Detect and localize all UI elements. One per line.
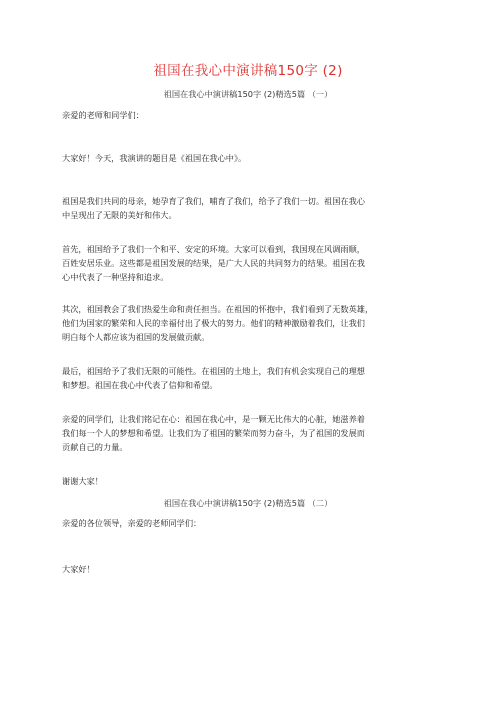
body-line: 他们为国家的繁荣和人民的幸福付出了极大的努力。他们的精神激励着我们，让我们 — [62, 318, 365, 328]
body-line: 谢谢大家！ — [62, 476, 103, 486]
body-line: 大家好！今天，我演讲的题目是《祖国在我心中》。 — [62, 153, 247, 163]
body-line: 和梦想。祖国在我心中代表了信仰和希望。 — [62, 380, 218, 390]
section-heading-2: 祖国在我心中演讲稿150字 (2)精选5篇 （二） — [163, 498, 333, 508]
body-line: 祖国是我们共同的母亲，她孕育了我们，哺育了我们，给予了我们一切。祖国在我心 — [62, 196, 365, 206]
body-line: 大家好！ — [62, 564, 95, 574]
body-line: 其次，祖国教会了我们热爱生命和责任担当。在祖国的怀抱中，我们看到了无数英雄， — [62, 304, 374, 314]
body-line: 中呈现出了无限的美好和伟大。 — [62, 210, 177, 220]
section-heading-1: 祖国在我心中演讲稿150字 (2)精选5篇 （一） — [163, 89, 333, 99]
body-line: 亲爱的老师和同学们： — [62, 110, 144, 120]
body-line: 首先，祖国给予了我们一个和平、安定的环境。大家可以看到，我国现在风调雨顺， — [62, 244, 365, 254]
document-title: 祖国在我心中演讲稿150字 (2) — [153, 63, 343, 79]
body-line: 心中代表了一种坚持和追求。 — [62, 272, 169, 282]
body-line: 最后，祖国给予了我们无限的可能性。在祖国的土地上，我们有机会实现自己的理想 — [62, 366, 365, 376]
body-line: 亲爱的各位领导，亲爱的老师同学们： — [62, 518, 202, 528]
body-line: 亲爱的同学们，让我们铭记在心：祖国在我心中，是一颗无比伟大的心脏，她滋养着 — [62, 414, 365, 424]
body-line: 贡献自己的力量。 — [62, 442, 128, 452]
body-line: 明白每个人都应该为祖国的发展做贡献。 — [62, 332, 210, 342]
body-line: 我们每一个人的梦想和希望。让我们为了祖国的繁荣而努力奋斗，为了祖国的发展而 — [62, 428, 365, 438]
body-line: 百姓安居乐业。这些都是祖国发展的结果，是广大人民的共同努力的结果。祖国在我 — [62, 258, 365, 268]
